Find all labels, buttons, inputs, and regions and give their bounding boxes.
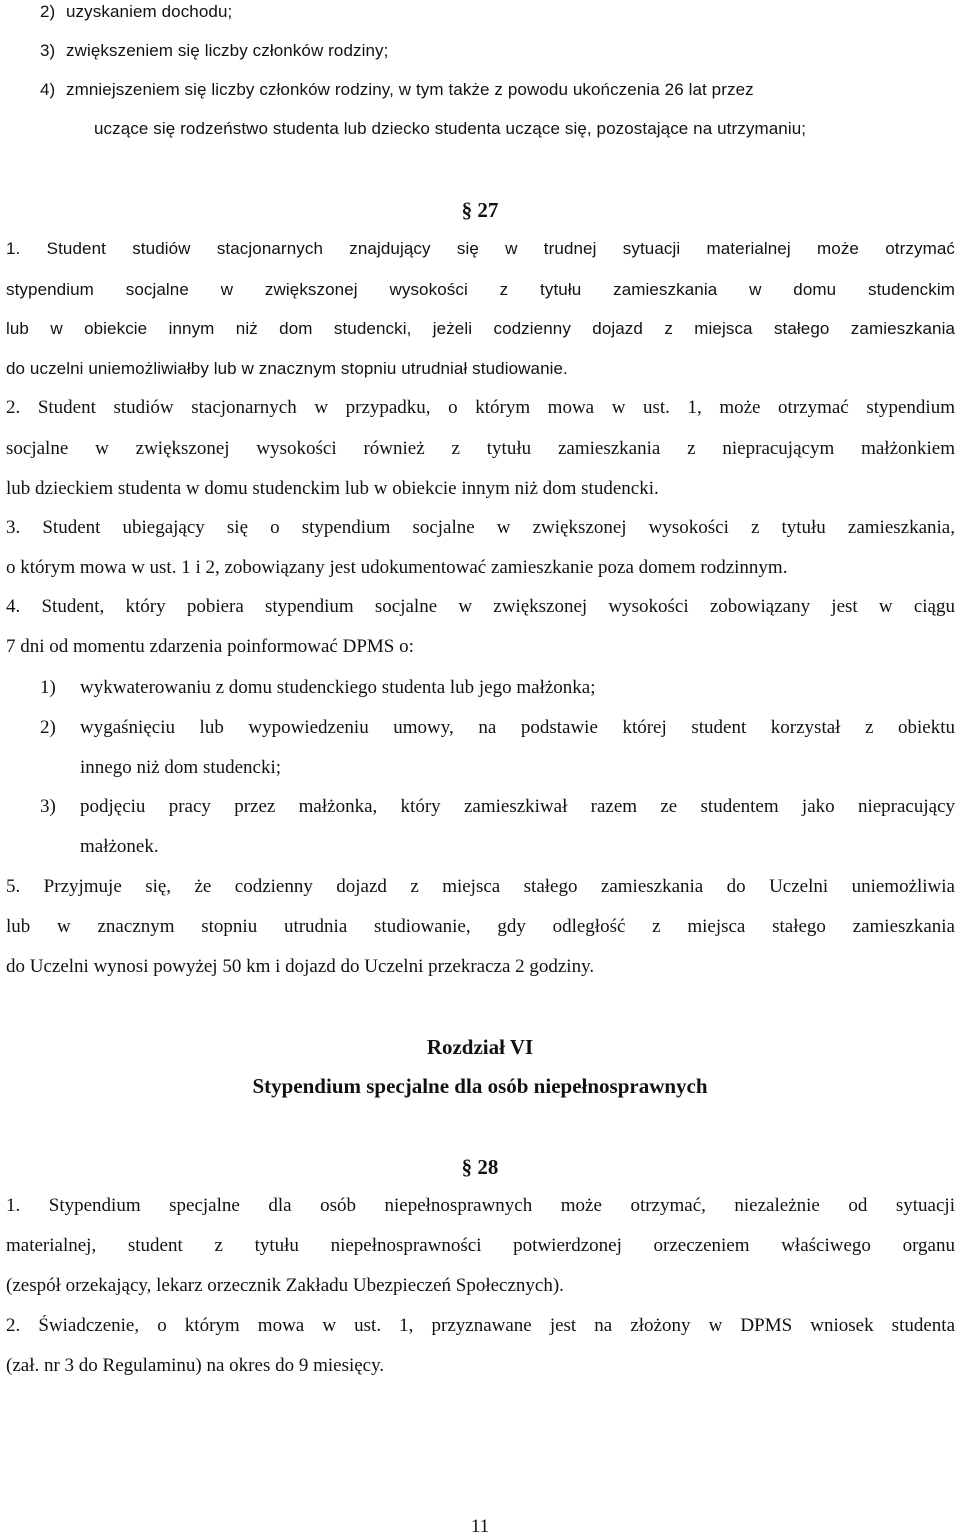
paragraph-line: socjalne w zwiększonej wysokości również z tytułu zamieszkania z niepracującym małżonkiem <box>6 438 955 459</box>
list-item-text: zwiększeniem się liczby członków rodziny; <box>66 41 389 60</box>
list-item-number: 2) <box>40 717 56 738</box>
paragraph-line: 1. Student studiów stacjonarnych znajdujący się w trudnej sytuacji materialnej może otrzymać <box>6 239 955 258</box>
list-item-continuation: uczące się rodzeństwo studenta lub dziecko studenta uczące się, pozostające na utrzymaniu; <box>94 119 807 138</box>
paragraph-line: 4. Student, który pobiera stypendium socjalne w zwiększonej wysokości zobowiązany jest w ciągu <box>6 596 955 617</box>
section-heading-27: § 27 <box>461 198 499 222</box>
list-item-text: zmniejszeniem się liczby członków rodziny, w tym także z powodu ukończenia 26 lat przez <box>66 80 754 99</box>
list-item-number: 4) <box>40 80 56 99</box>
list-item-text: podjęciu pracy przez małżonka, który zamieszkiwał razem ze studentem jako niepracujący <box>80 796 955 817</box>
paragraph-line: materialnej, student z tytułu niepełnosprawności potwierdzonej orzeczeniem właściwego organu <box>6 1235 955 1256</box>
list-item-number: 3) <box>40 796 56 817</box>
paragraph-line: lub dzieckiem studenta w domu studenckim lub w obiekcie innym niż dom studencki. <box>6 478 659 499</box>
paragraph-line: 2. Student studiów stacjonarnych w przypadku, o którym mowa w ust. 1, może otrzymać stypendium <box>6 397 955 418</box>
list-item-number: 2) <box>40 2 56 21</box>
paragraph-line: 7 dni od momentu zdarzenia poinformować DPMS o: <box>6 636 414 657</box>
chapter-title: Rozdział VI <box>426 1035 534 1059</box>
paragraph-line: o którym mowa w ust. 1 i 2, zobowiązany jest udokumentować zamieszkanie poza domem rodzinnym. <box>6 557 788 578</box>
list-item-text: innego niż dom studencki; <box>80 757 282 778</box>
paragraph-line: 2. Świadczenie, o którym mowa w ust. 1, przyznawane jest na złożony w DPMS wniosek studenta <box>6 1315 955 1336</box>
list-item-number: 3) <box>40 41 56 60</box>
paragraph-line: lub w znacznym stopniu utrudnia studiowanie, gdy odległość z miejsca stałego zamieszkania <box>6 916 955 937</box>
list-item-text: małżonek. <box>80 836 159 857</box>
paragraph-line: (zespół orzekający, lekarz orzecznik Zakładu Ubezpieczeń Społecznych). <box>6 1275 564 1296</box>
list-item-text: wykwaterowaniu z domu studenckiego studenta lub jego małżonka; <box>80 677 596 698</box>
list-item-text: wygaśnięciu lub wypowiedzeniu umowy, na podstawie której student korzystał z obiektu <box>80 717 955 738</box>
section-heading-28: § 28 <box>461 1155 499 1179</box>
paragraph-line: (zał. nr 3 do Regulaminu) na okres do 9 miesięcy. <box>6 1355 385 1376</box>
paragraph-line: lub w obiekcie innym niż dom studencki, jeżeli codzienny dojazd z miejsca stałego zamieszkania <box>6 319 955 338</box>
list-item-text: uzyskaniem dochodu; <box>66 2 233 21</box>
paragraph-line: 1. Stypendium specjalne dla osób niepełnosprawnych może otrzymać, niezależnie od sytuacji <box>6 1195 955 1216</box>
page-number: 11 <box>470 1516 490 1537</box>
chapter-subtitle: Stypendium specjalne dla osób niepełnosprawnych <box>252 1074 708 1098</box>
paragraph-line: 3. Student ubiegający się o stypendium socjalne w zwiększonej wysokości z tytułu zamieszkania, <box>6 517 955 538</box>
paragraph-line: 5. Przyjmuje się, że codzienny dojazd z miejsca stałego zamieszkania do Uczelni uniemożliwia <box>6 876 955 897</box>
paragraph-line: do uczelni uniemożliwiałby lub w znacznym stopniu utrudniał studiowanie. <box>6 359 568 378</box>
paragraph-line: stypendium socjalne w zwiększonej wysokości z tytułu zamieszkania w domu studenckim <box>6 280 955 299</box>
paragraph-line: do Uczelni wynosi powyżej 50 km i dojazd do Uczelni przekracza 2 godziny. <box>6 956 595 977</box>
list-item-number: 1) <box>40 677 56 698</box>
